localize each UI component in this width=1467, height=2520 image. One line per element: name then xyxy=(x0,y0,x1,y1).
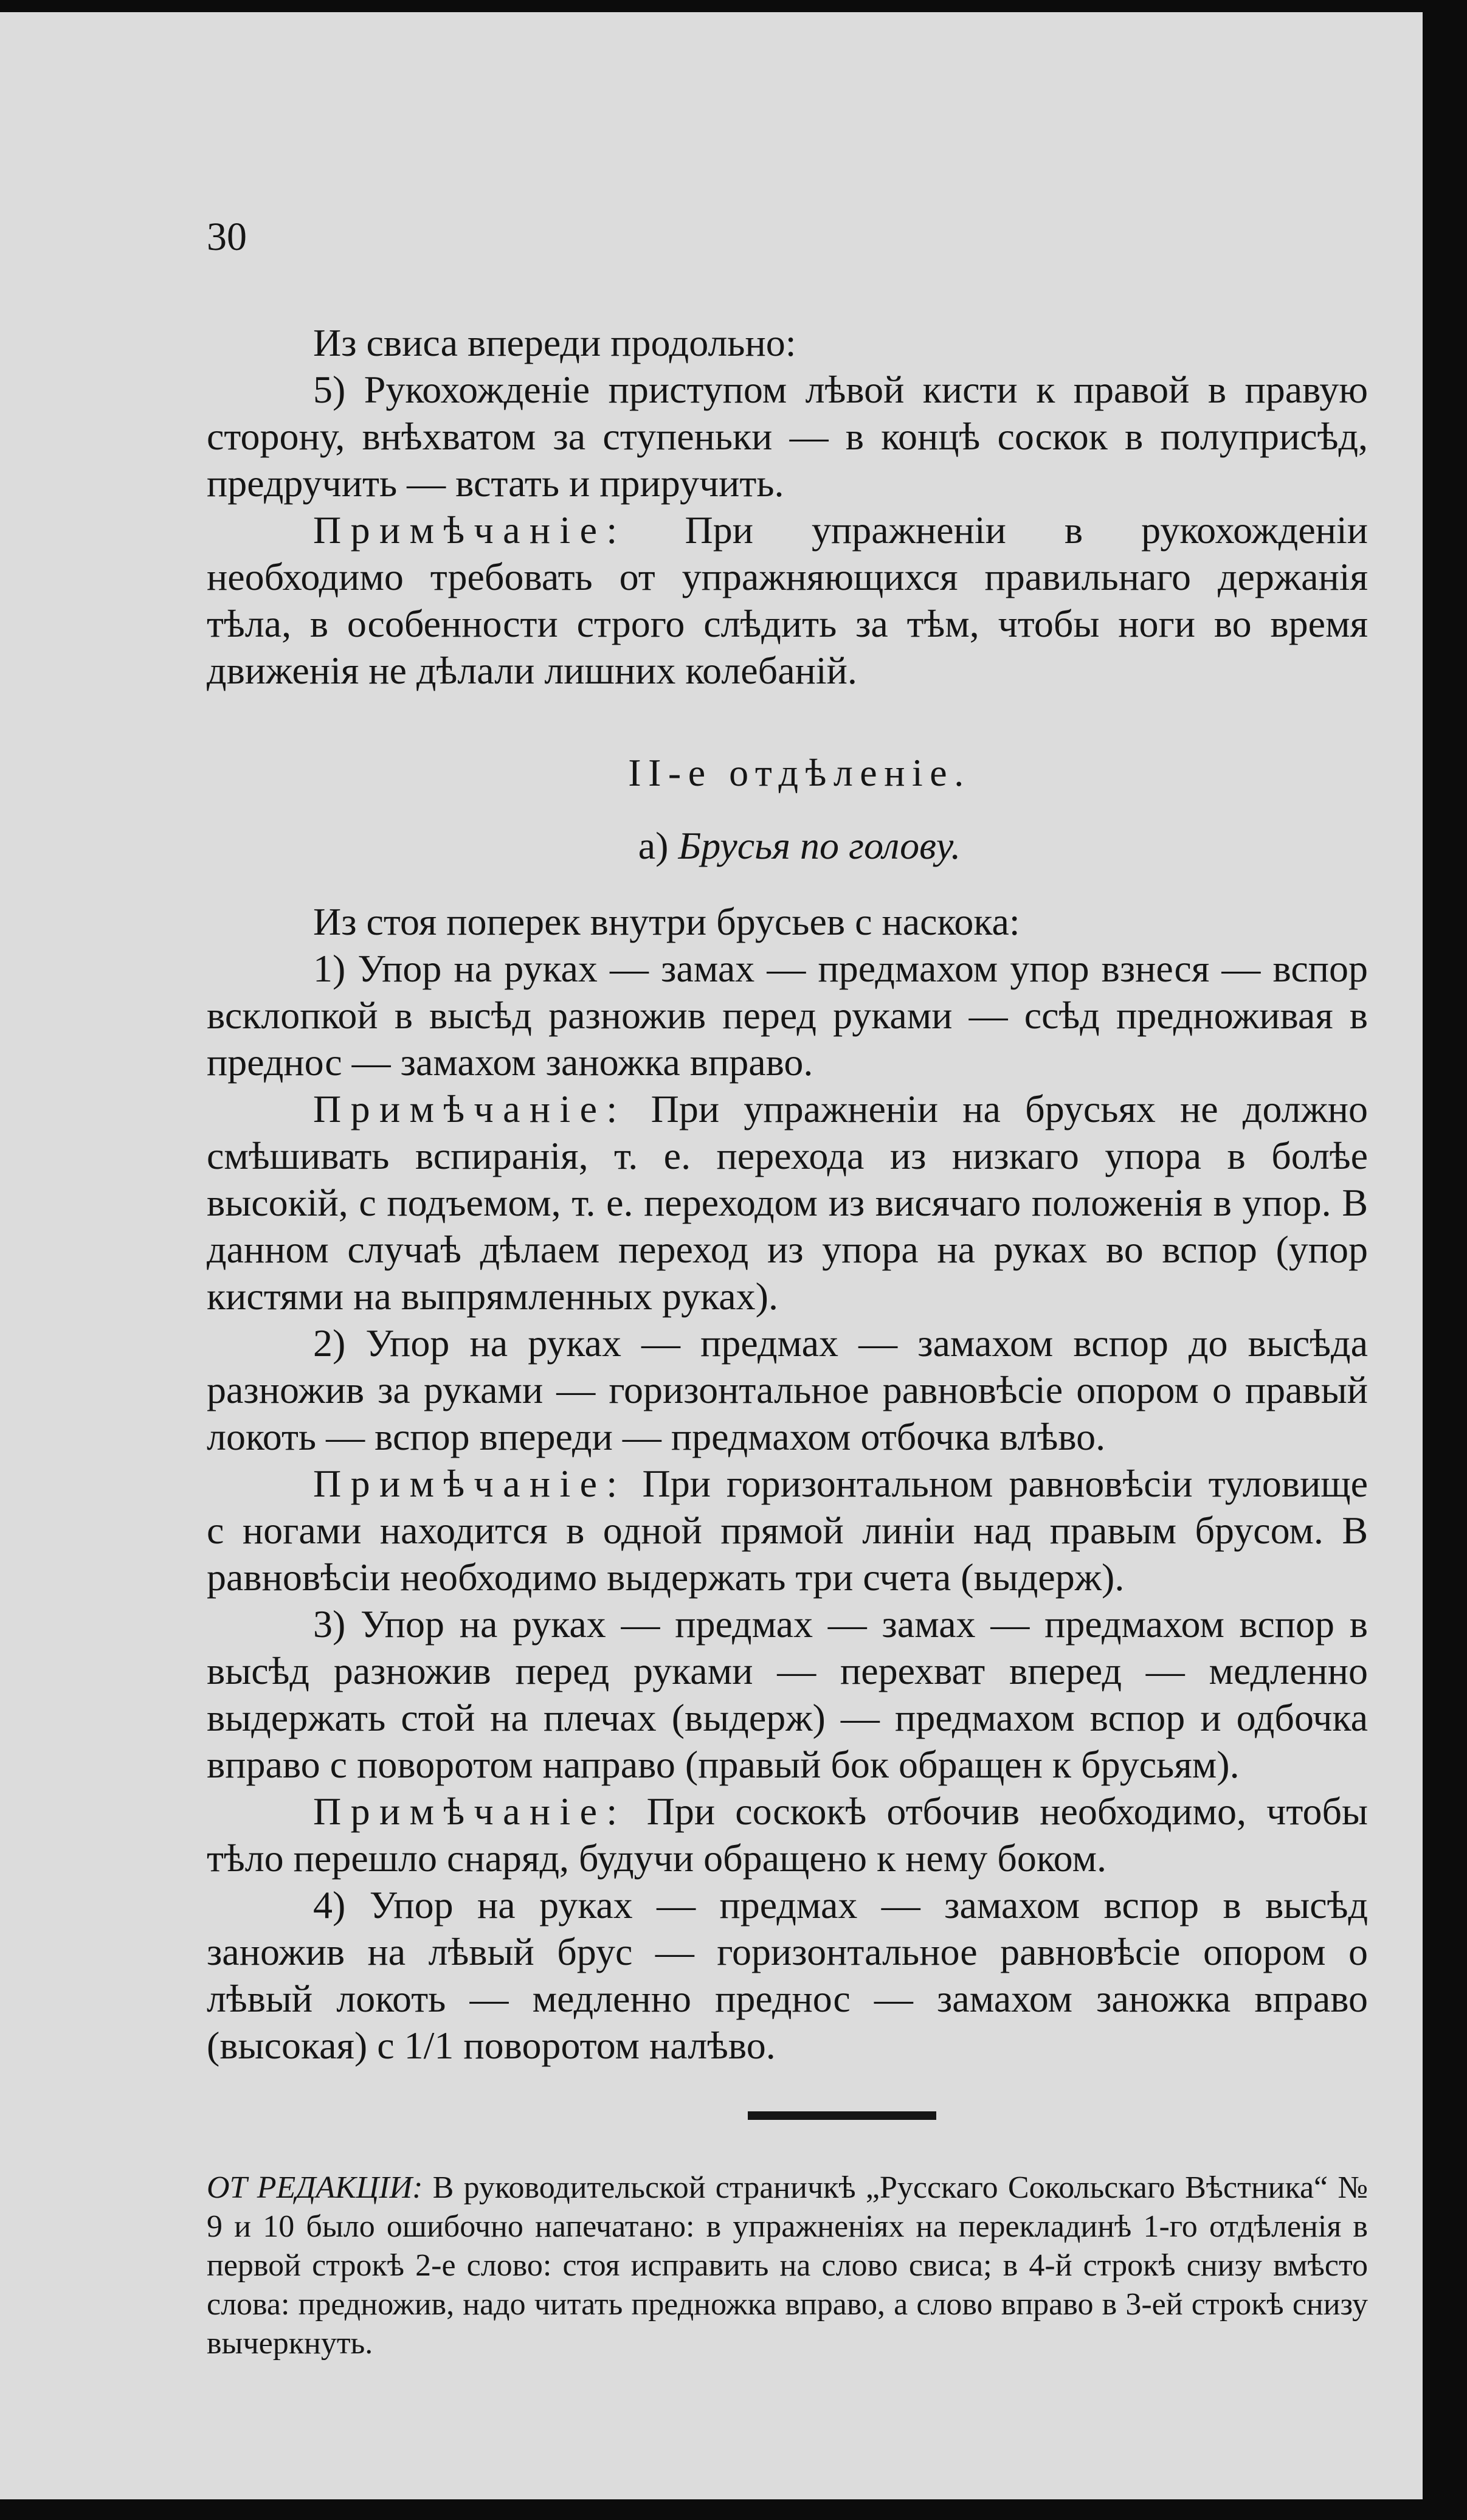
paragraph: 5) Рукохожденіе приступом лѣвой кисти к правой в правую сторону, внѣхватом за ступеньки — в концѣ соскок в полуприсѣд, предручить — встать и приручить. xyxy=(207,368,1368,505)
page-number: 30 xyxy=(207,215,247,259)
section-1 xyxy=(207,319,1368,694)
editor-note-label: ОТ РЕДАКЦІИ: xyxy=(207,2170,423,2205)
divider-rule xyxy=(748,2111,936,2120)
note-label: Примѣчаніе: xyxy=(313,1087,627,1130)
paragraph: Из стоя поперек внутри брусьев с наскока: xyxy=(313,900,1020,943)
note-label: Примѣчаніе: xyxy=(313,1462,627,1505)
document-page xyxy=(0,12,1423,2499)
note-paragraph: Примѣчаніе: При упражненіи в рукохожденіи необходимо требовать от упражняющихся правильнаго держанія тѣла, в особенности строго слѣдить за тѣм, чтобы ноги во время движенія не дѣлали лишних колебаній. xyxy=(207,508,1369,692)
paragraph: 3) Упор на руках — предмах — замах — предмахом вспор в высѣд разножив перед руками — перехват вперед — медленно выдержать стой на плечах (выдерж) — предмахом вспор и одбочка вправо с поворотом направо (правый бок обращен к брусьям). xyxy=(207,1602,1368,1786)
editor-note xyxy=(207,2169,1368,2363)
note-paragraph: Примѣчаніе: При упражненіи на брусьях не должно смѣшивать вспиранія, т. е. перехода из низкаго упора в болѣе высокій, с подъемом, т. е. переходом из висячаго положенія в упор. В данном случаѣ дѣлаем переход из упора на руках во вспор (упор кистями на выпрямленных руках). xyxy=(207,1087,1368,1318)
note-label: Примѣчаніе: xyxy=(313,1790,627,1833)
paragraph: 1) Упор на руках — замах — предмахом упор взнеся — вспор всклопкой в высѣд разножив перед руками — ссѣд предноживая в преднос — замахом заножка вправо. xyxy=(207,947,1368,1084)
note-paragraph: Примѣчаніе: При горизонтальном равновѣсіи туловище с ногами находится в одной прямой линіи над правым брусом. В равновѣсіи необходимо выдержать три счета (выдерж). xyxy=(207,1462,1369,1599)
section-2 xyxy=(207,898,1368,2069)
editor-note-text: В руководительской страничкѣ „Русскаго Сокольскаго Вѣстника“ № 9 и 10 было ошибочно напечатано: в упражненіях на перекладинѣ 1-го отдѣленія в первой строкѣ 2-е слово: стоя исправить на слово свиса; в 4-й строкѣ снизу вмѣсто слова: предножив, надо читать предножка вправо, а слово вправо в 3-ей строкѣ снизу вычеркнуть. xyxy=(207,2170,1369,2361)
paragraph: 2) Упор на руках — предмах — замахом вспор до высѣда разножив за руками — горизонтальное равновѣсіе опором о правый локоть — вспор впереди — предмахом отбочка влѣво. xyxy=(207,1321,1368,1458)
paragraph: 4) Упор на руках — предмах — замахом вспор в высѣд заножив на лѣвый брус — горизонтальное равновѣсіе опором о лѣвый локоть — медленно преднос — замахом заножка вправо (высокая) с 1/1 поворотом налѣво. xyxy=(207,1883,1368,2067)
paragraph: Из свиса впереди продольно: xyxy=(313,321,796,364)
note-paragraph: Примѣчаніе: При соскокѣ отбочив необходимо, чтобы тѣло перешло снаряд, будучи обращено к нему боком. xyxy=(207,1790,1369,1880)
page-content xyxy=(207,213,1368,2363)
section-heading xyxy=(207,749,1368,870)
section-subtitle: а) Брусья по голову. xyxy=(638,824,961,867)
note-label: Примѣчаніе: xyxy=(313,508,627,552)
section-title: II-е отдѣленіе. xyxy=(628,751,971,794)
